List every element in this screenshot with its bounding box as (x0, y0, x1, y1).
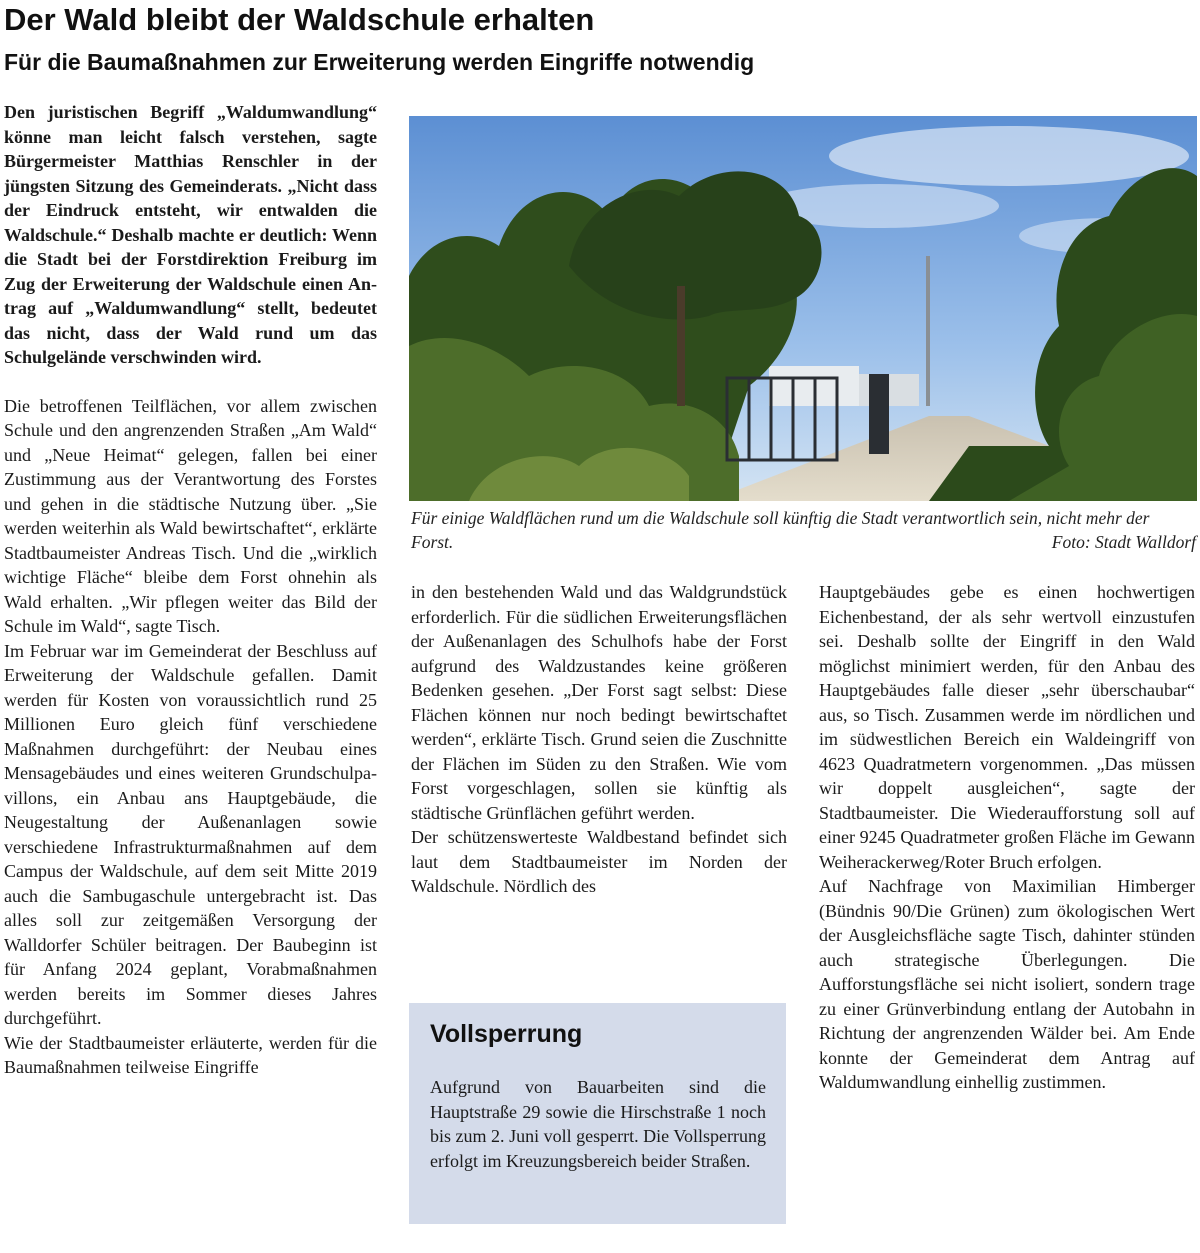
info-box-vollsperrung (409, 1003, 786, 1224)
forest-photo-illustration (409, 116, 1197, 501)
photo-credit: Foto: Stadt Walldorf (1051, 532, 1196, 552)
article-paragraph: Hauptgebäudes gebe es einen hochwertigen Eichenbestand, der als sehr wertvoll einzustufen sei. Deshalb sollte der Eingriff in den Wald möglichst minimiert werden, für den Anbau des Hauptgebäudes falle dieser „sehr überschaubar“ aus, so Tisch. Zusammen werde im nördlichen und im südwestlichen Bereich ein Waldeingriff von 4623 Quadratmetern vorgenommen. „Das müssen wir doppelt ausgleichen“, sagte der Stadtbaumeister. Die Wiederaufforstung soll auf einer 9245 Quadratmeter großen Fläche im Gewann Weiherackerweg/Roter Bruch erfolgen. (819, 582, 1195, 872)
article-photo (409, 116, 1197, 501)
article-subheadline: Für die Baumaßnahmen zur Erweiterung werden Eingriffe notwendig (4, 49, 755, 75)
photo-caption (411, 506, 1196, 554)
article-lead: Den juristischen Begriff „Waldumwandlung“ könne man leicht falsch verstehen, sagte Bürgermeister Matthias Renschler in der jüngsten Sitzung des Gemeinderats. „Nicht dass der Eindruck entsteht, wir entwalden die Waldschule.“ Deshalb machte er deutlich: Wenn die Stadt bei der Forstdirektion Freiburg im Zug der Erweiterung der Waldschule einen Antrag auf „Waldumwandlung“ stellt, bedeutet das nicht, dass der Wald rund um das Schulgelände verschwinden wird. (4, 102, 377, 367)
article-paragraph: Auf Nachfrage von Maximilian Himberger (Bündnis 90/Die Grünen) zum ökologischen Wert der Ausgleichsfläche sagte Tisch, dahinter stünden auch strategische Überlegungen. Die Aufforstungsfläche sei nicht isoliert, sondern trage zu einer Grünverbindung entlang der Autobahn in Richtung der angrenzenden Wälder bei. Am Ende konnte der Gemeinderat dem Antrag auf Waldumwandlung einhellig zustimmen. (819, 876, 1195, 1092)
article-headline: Der Wald bleibt der Waldschule erhalten (4, 2, 595, 37)
info-box-text: Aufgrund von Bauarbeiten sind die Hauptstraße 29 sowie die Hirschstraße 1 noch bis zum 2. Juni voll gesperrt. Die Vollsperrung erfolgt im Kreuzungsbereich beider Straßen. (430, 1077, 766, 1171)
article-paragraph: Die betroffenen Teilflächen, vor allem zwischen Schule und den angrenzenden Straßen „Am Wald“ und „Neue Heimat“ gelegen, fallen bei einer Zustimmung aus der Verantwortung des Forstes und gehen in die städtische Nutzung über. „Sie werden weiterhin als Wald bewirtschaftet“, erklärte Stadtbaumeister Andreas Tisch. Und die „wirklich wichtige Fläche“ bleibe dem Forst ohnehin als Wald erhalten. „Wir pflegen weiter das Bild der Schule im Wald“, sagte Tisch. (4, 395, 377, 636)
article-column-3 (819, 580, 1195, 1095)
photo-caption-text: Für einige Waldflächen rund um die Waldschule soll künftig die Stadt verantwortlich sein, nicht mehr der Forst. (411, 508, 1150, 552)
article-column-2 (411, 580, 787, 899)
info-box-title: Vollsperrung (430, 1020, 583, 1048)
article-paragraph: Wie der Stadtbaumeister erläuterte, werden für die Baumaßnahmen teilweise Eingriffe (4, 1032, 377, 1077)
article-column-1 (4, 100, 377, 1080)
article-paragraph: Der schützenswerteste Waldbestand befindet sich laut dem Stadtbaumeister im Norden der Waldschule. Nördlich des (411, 827, 787, 896)
article-paragraph: Im Februar war im Gemeinderat der Beschluss auf Erweiterung der Waldschule gefallen. Damit werden für Kosten von voraussichtlich rund 25 Millionen Euro gleich fünf verschiedene Maßnahmen durchgeführt: der Neubau eines Mensagebäudes und eines weiteren Grundschulpavillons, ein Anbau ans Hauptgebäude, die Neugestaltung der Außenanlagen sowie verschiedene Infrastrukturmaßnahmen auf dem Campus der Waldschule, auf dem seit Mitte 2019 auch die Sambugaschule untergebracht ist. Das alles soll zur zeitgemäßen Versorgung der Walldorfer Schüler beitragen. Der Baubeginn ist für Anfang 2024 geplant, Vorabmaßnahmen werden bereits im Sommer dieses Jahres durchgeführt. (4, 640, 377, 1028)
article-paragraph: in den bestehenden Wald und das Waldgrundstück erforderlich. Für die südlichen Erweiterungsflächen der Außenanlagen des Schulhofs habe der Forst aufgrund des Waldzustandes keine größeren Bedenken gesehen. „Der Forst sagt selbst: Diese Flächen können nur noch bedingt bewirtschaftet werden“, erklärte Tisch. Grund seien die Zuschnitte der Flächen im Süden zu den Straßen. Wie vom Forst vorgeschlagen, sollen sie künftig als städtische Grünflächen geführt werden. (411, 582, 787, 823)
